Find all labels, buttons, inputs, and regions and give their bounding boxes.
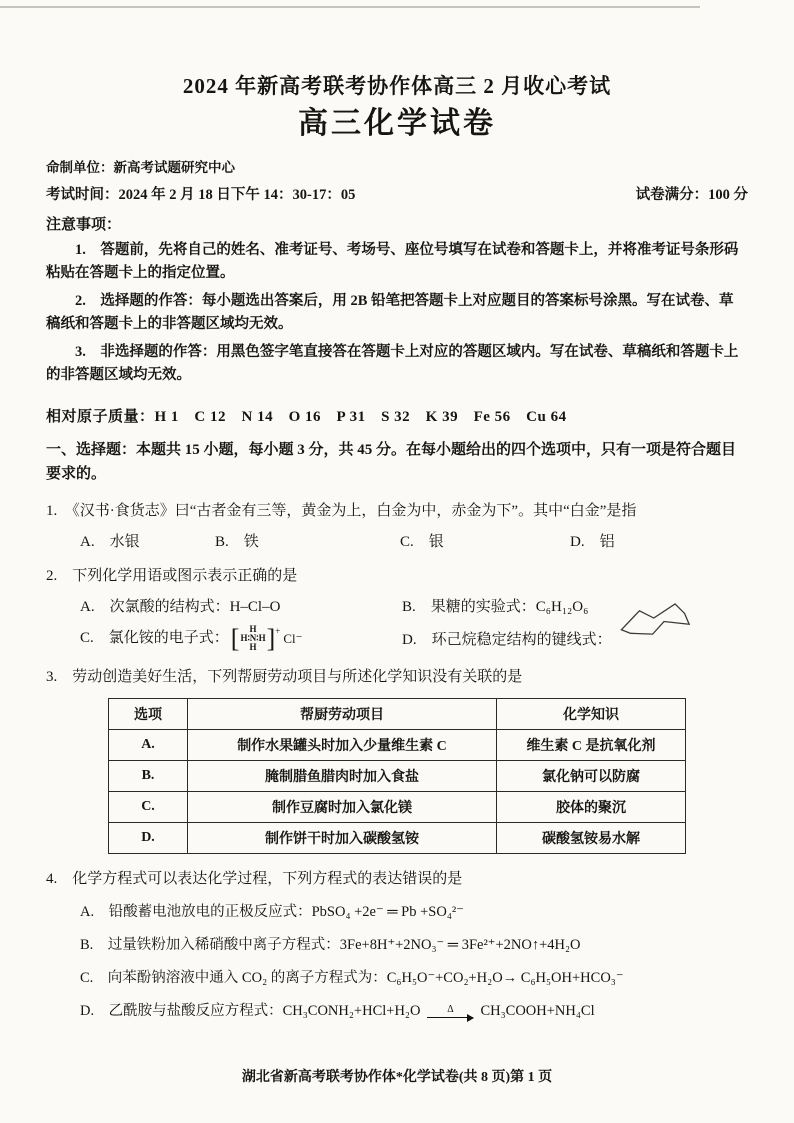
ef-bracket-close: ] [266,623,276,653]
ef-chloride: Cl⁻ [283,630,303,646]
exam-time: 考试时间：2024 年 2 月 18 日下午 14：30-17：05 [46,187,356,203]
paper-subject-title: 高三化学试卷 [298,107,496,140]
q4-option-a: A. 铅酸蓄电池放电的正极反应式：PbSO₄ +2e⁻ ═ Pb +SO₄²⁻ [80,904,464,920]
row-a-task: 制作水果罐头时加入少量维生素 C [188,730,497,761]
q4-option-d [46,999,748,1023]
q2-option-c [80,625,402,652]
q1-option-c: C. 银 [400,534,444,550]
q1-option-d: D. 铝 [570,534,615,550]
table-row [109,730,686,761]
relative-atomic-mass-line: 相对原子质量：H 1 C 12 N 14 O 16 P 31 S 32 K 39 Fe 56 Cu 64 [46,409,567,425]
issuer-line: 命制单位：新高考试题研究中心 [46,160,235,175]
question-1-options [46,530,748,551]
row-c-option: C. [109,792,188,823]
question-3-table [108,698,686,854]
q4-option-d-right: CH₃COOH+NH₄Cl [480,1003,595,1019]
question-1-stem: 1. 《汉书·食货志》曰“古者金有三等，黄金为上，白金为中，赤金为下”。其中“白金”是指 [46,503,637,519]
row-c-task: 制作豆腐时加入氯化镁 [188,792,497,823]
row-a-option: A. [109,730,188,761]
q2-option-b: B. 果糖的实验式：C₆H₁₂O₆ [402,599,589,615]
row-d-knowledge: 碳酸氢铵易水解 [497,823,686,854]
question-3-stem: 3. 劳动创造美好生活，下列帮厨劳动项目与所述化学知识没有关联的是 [46,669,523,685]
notice-item-1: 1. 答题前，先将自己的姓名、准考证号、考场号、座位号填写在试卷和答题卡上，并将准考证号条形码粘贴在答题卡上的指定位置。 [46,242,739,281]
page-footer: 湖北省新高考联考协作体*化学试卷(共 8 页)第 1 页 [241,1070,553,1085]
row-d-option: D. [109,823,188,854]
table-row [109,823,686,854]
row-a-knowledge: 维生素 C 是抗氧化剂 [497,730,686,761]
th-chem-knowledge: 化学知识 [497,699,686,730]
question-4-stem: 4. 化学方程式可以表达化学过程，下列方程式的表达错误的是 [46,871,463,887]
full-score: 试卷满分：100 分 [635,187,748,203]
ef-bottom-h: H [249,642,257,652]
q1-option-a: A. 水银 [80,534,140,550]
ammonium-chloride-electron-formula [231,625,303,652]
th-kitchen-task: 帮厨劳动项目 [188,699,497,730]
q2-option-d: D. 环己烷稳定结构的键线式： [402,632,612,648]
row-b-task: 腌制腊鱼腊肉时加入食盐 [188,761,497,792]
q4-option-b: B. 过量铁粉加入稀硝酸中离子方程式：3Fe+8H⁺+2NO₃⁻ ═ 3Fe²⁺+2NO↑+4H₂O [80,937,581,953]
row-c-knowledge: 胶体的聚沉 [497,792,686,823]
ef-bracket-open: [ [230,623,240,653]
ef-top-h: H [249,624,257,634]
q4-option-c: C. 向苯酚钠溶液中通入 CO₂ 的离子方程式为：C₆H₅O⁻+CO₂+H₂O→ C₆H₅OH+HCO₃⁻ [80,970,624,986]
table-row [109,761,686,792]
ef-mid-row: H∶N∶H [240,633,266,643]
q2-option-a: A. 次氯酸的结构式：H–Cl–O [80,599,281,615]
row-b-knowledge: 氯化钠可以防腐 [497,761,686,792]
exam-meta-row [46,183,748,204]
q4-option-d-left: D. 乙酰胺与盐酸反应方程式：CH₃CONH₂+HCl+H₂O [80,1003,421,1019]
arrow-line [427,1017,473,1018]
table-header-row [109,699,686,730]
row-d-task: 制作饼干时加入碳酸氢铵 [188,823,497,854]
exam-title: 2024 年新高考联考协作体高三 2 月收心考试 [182,74,612,98]
row-b-option: B. [109,761,188,792]
q2-option-c-text: C. 氯化铵的电子式： [80,629,229,646]
notice-item-3: 3. 非选择题的作答：用黑色签字笔直接答在答题卡上对应的答题区域内。写在试卷、草稿纸和答题卡上的非答题区域均无效。 [46,344,739,383]
scan-artifact-line [0,6,700,8]
ef-stack [239,625,266,652]
cyclohexane-keyline-drawing [617,600,693,644]
notice-title: 注意事项： [46,217,122,233]
question-2-stem: 2. 下列化学用语或图示表示正确的是 [46,568,298,584]
delta-symbol: Δ [447,1003,454,1015]
notice-item-2: 2. 选择题的作答：每小题选出答案后，用 2B 铅笔把答题卡上对应题目的答案标号涂黑。写在试卷、草稿纸和答题卡上的非答题区域均无效。 [46,293,734,332]
q1-option-b: B. 铁 [215,534,259,550]
reaction-arrow-with-delta [427,1005,473,1018]
th-option: 选项 [109,699,188,730]
section-one-heading: 一、选择题：本题共 15 小题，每小题 3 分，共 45 分。在每小题给出的四个选项中，只有一项是符合题目要求的。 [46,442,737,482]
ef-charge: + [275,625,281,636]
table-row [109,792,686,823]
